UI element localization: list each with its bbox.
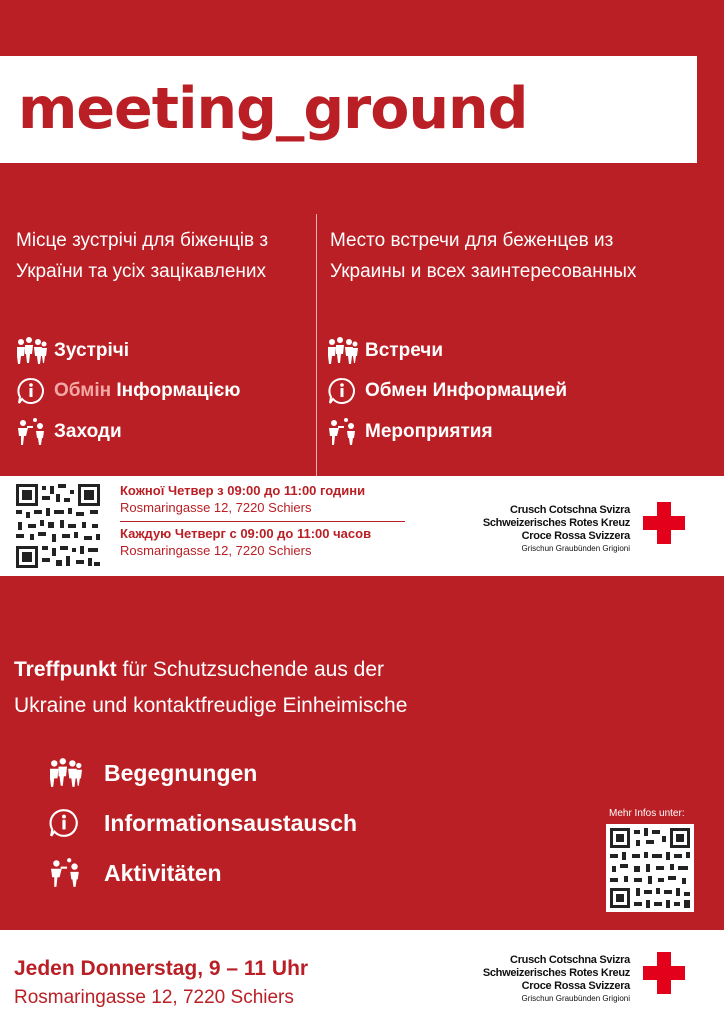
ukrainian-intro-line1: Місце зустрічі для біженців з: [16, 230, 269, 251]
german-heading-line2: Ukraine und kontaktfreudige Einheimische: [14, 694, 408, 717]
group-people-icon: [16, 334, 54, 368]
german-item-meetings: [48, 756, 257, 790]
qr-code-icon: [14, 482, 102, 570]
logo-line4: Grischun Graubünden Grigioni: [521, 544, 630, 553]
info-bubble-icon: [48, 806, 104, 840]
logo-line1: Crusch Cotschna Svizra: [510, 954, 630, 966]
red-cross-logo-text-bottom: [460, 954, 630, 1004]
russian-intro-line2: Украины и всех заинтересованных: [330, 261, 637, 282]
info-bubble-icon: [16, 374, 54, 408]
ukrainian-item-info-highlight: Обмін: [54, 380, 112, 401]
logo-line3: Croce Rossa Svizzera: [521, 530, 630, 542]
russian-schedule: Каждую Четверг с 09:00 до 11:00 часов: [120, 526, 372, 541]
german-heading-line1: [14, 652, 407, 688]
more-info-label: Mehr Infos unter:: [609, 808, 685, 819]
logo-line1: Crusch Cotschna Svizra: [510, 504, 630, 516]
page-title: meeting_ground: [18, 76, 528, 142]
german-item-meetings-label: Begegnungen: [104, 759, 258, 786]
russian-item-info-label: Обмен Информацией: [365, 380, 568, 401]
group-people-icon: [327, 334, 365, 368]
german-item-info-label: Informationsaustausch: [104, 809, 358, 836]
german-heading-bold: Treffpunkt: [14, 658, 117, 681]
ukrainian-item-activities-label: Заходи: [54, 421, 122, 442]
german-item-activities-label: Aktivitäten: [104, 859, 222, 886]
ukrainian-address: Rosmaringasse 12, 7220 Schiers: [120, 500, 312, 515]
activities-people-icon: [48, 856, 104, 890]
red-cross-icon: [641, 950, 687, 1001]
logo-line4: Grischun Graubünden Grigioni: [521, 994, 630, 1003]
schedule-band: [0, 476, 724, 576]
ukrainian-item-meetings-label: Зустрічі: [54, 340, 130, 361]
russian-item-meetings-label: Встречи: [365, 340, 444, 361]
qr-code-large[interactable]: [606, 824, 694, 912]
russian-item-meetings: [327, 334, 443, 368]
activities-people-icon: [16, 415, 54, 449]
russian-item-activities: [327, 415, 493, 449]
ukrainian-item-meetings: [16, 334, 129, 368]
bottom-band: [0, 930, 724, 1024]
ukrainian-schedule: Кожної Четвер з 09:00 до 11:00 години: [120, 483, 366, 498]
column-divider: [316, 214, 317, 476]
russian-item-info: [327, 374, 567, 408]
ukrainian-item-info-rest: Інформацією: [111, 380, 241, 401]
schedule-separator: [120, 521, 405, 522]
russian-intro-line1: Место встречи для беженцев из: [330, 230, 614, 251]
german-item-info: [48, 806, 357, 840]
ukrainian-item-activities: [16, 415, 122, 449]
ukrainian-intro: [16, 225, 268, 287]
qr-code-icon: [606, 824, 694, 912]
group-people-icon: [48, 756, 104, 790]
red-cross-icon: [641, 500, 687, 551]
german-address: Rosmaringasse 12, 7220 Schiers: [14, 987, 294, 1008]
logo-line3: Croce Rossa Svizzera: [521, 980, 630, 992]
activities-people-icon: [327, 415, 365, 449]
qr-code-small[interactable]: [14, 482, 102, 570]
logo-line2: Schweizerisches Rotes Kreuz: [482, 967, 630, 979]
ukrainian-item-info-label: [54, 380, 241, 402]
ukrainian-item-info: [16, 374, 241, 408]
german-schedule: Jeden Donnerstag, 9 – 11 Uhr: [14, 957, 309, 980]
russian-intro: [330, 225, 636, 287]
info-bubble-icon: [327, 374, 365, 408]
russian-item-activities-label: Мероприятия: [365, 421, 493, 442]
german-item-activities: [48, 856, 222, 890]
german-heading-rest: für Schutzsuchende aus der: [116, 658, 385, 681]
russian-address: Rosmaringasse 12, 7220 Schiers: [120, 543, 312, 558]
title-band: [0, 56, 697, 163]
ukrainian-intro-line2: України та усіх зацікавлених: [16, 261, 267, 282]
german-heading: [14, 652, 407, 724]
logo-line2: Schweizerisches Rotes Kreuz: [482, 517, 630, 529]
red-cross-logo-text: [460, 504, 630, 554]
